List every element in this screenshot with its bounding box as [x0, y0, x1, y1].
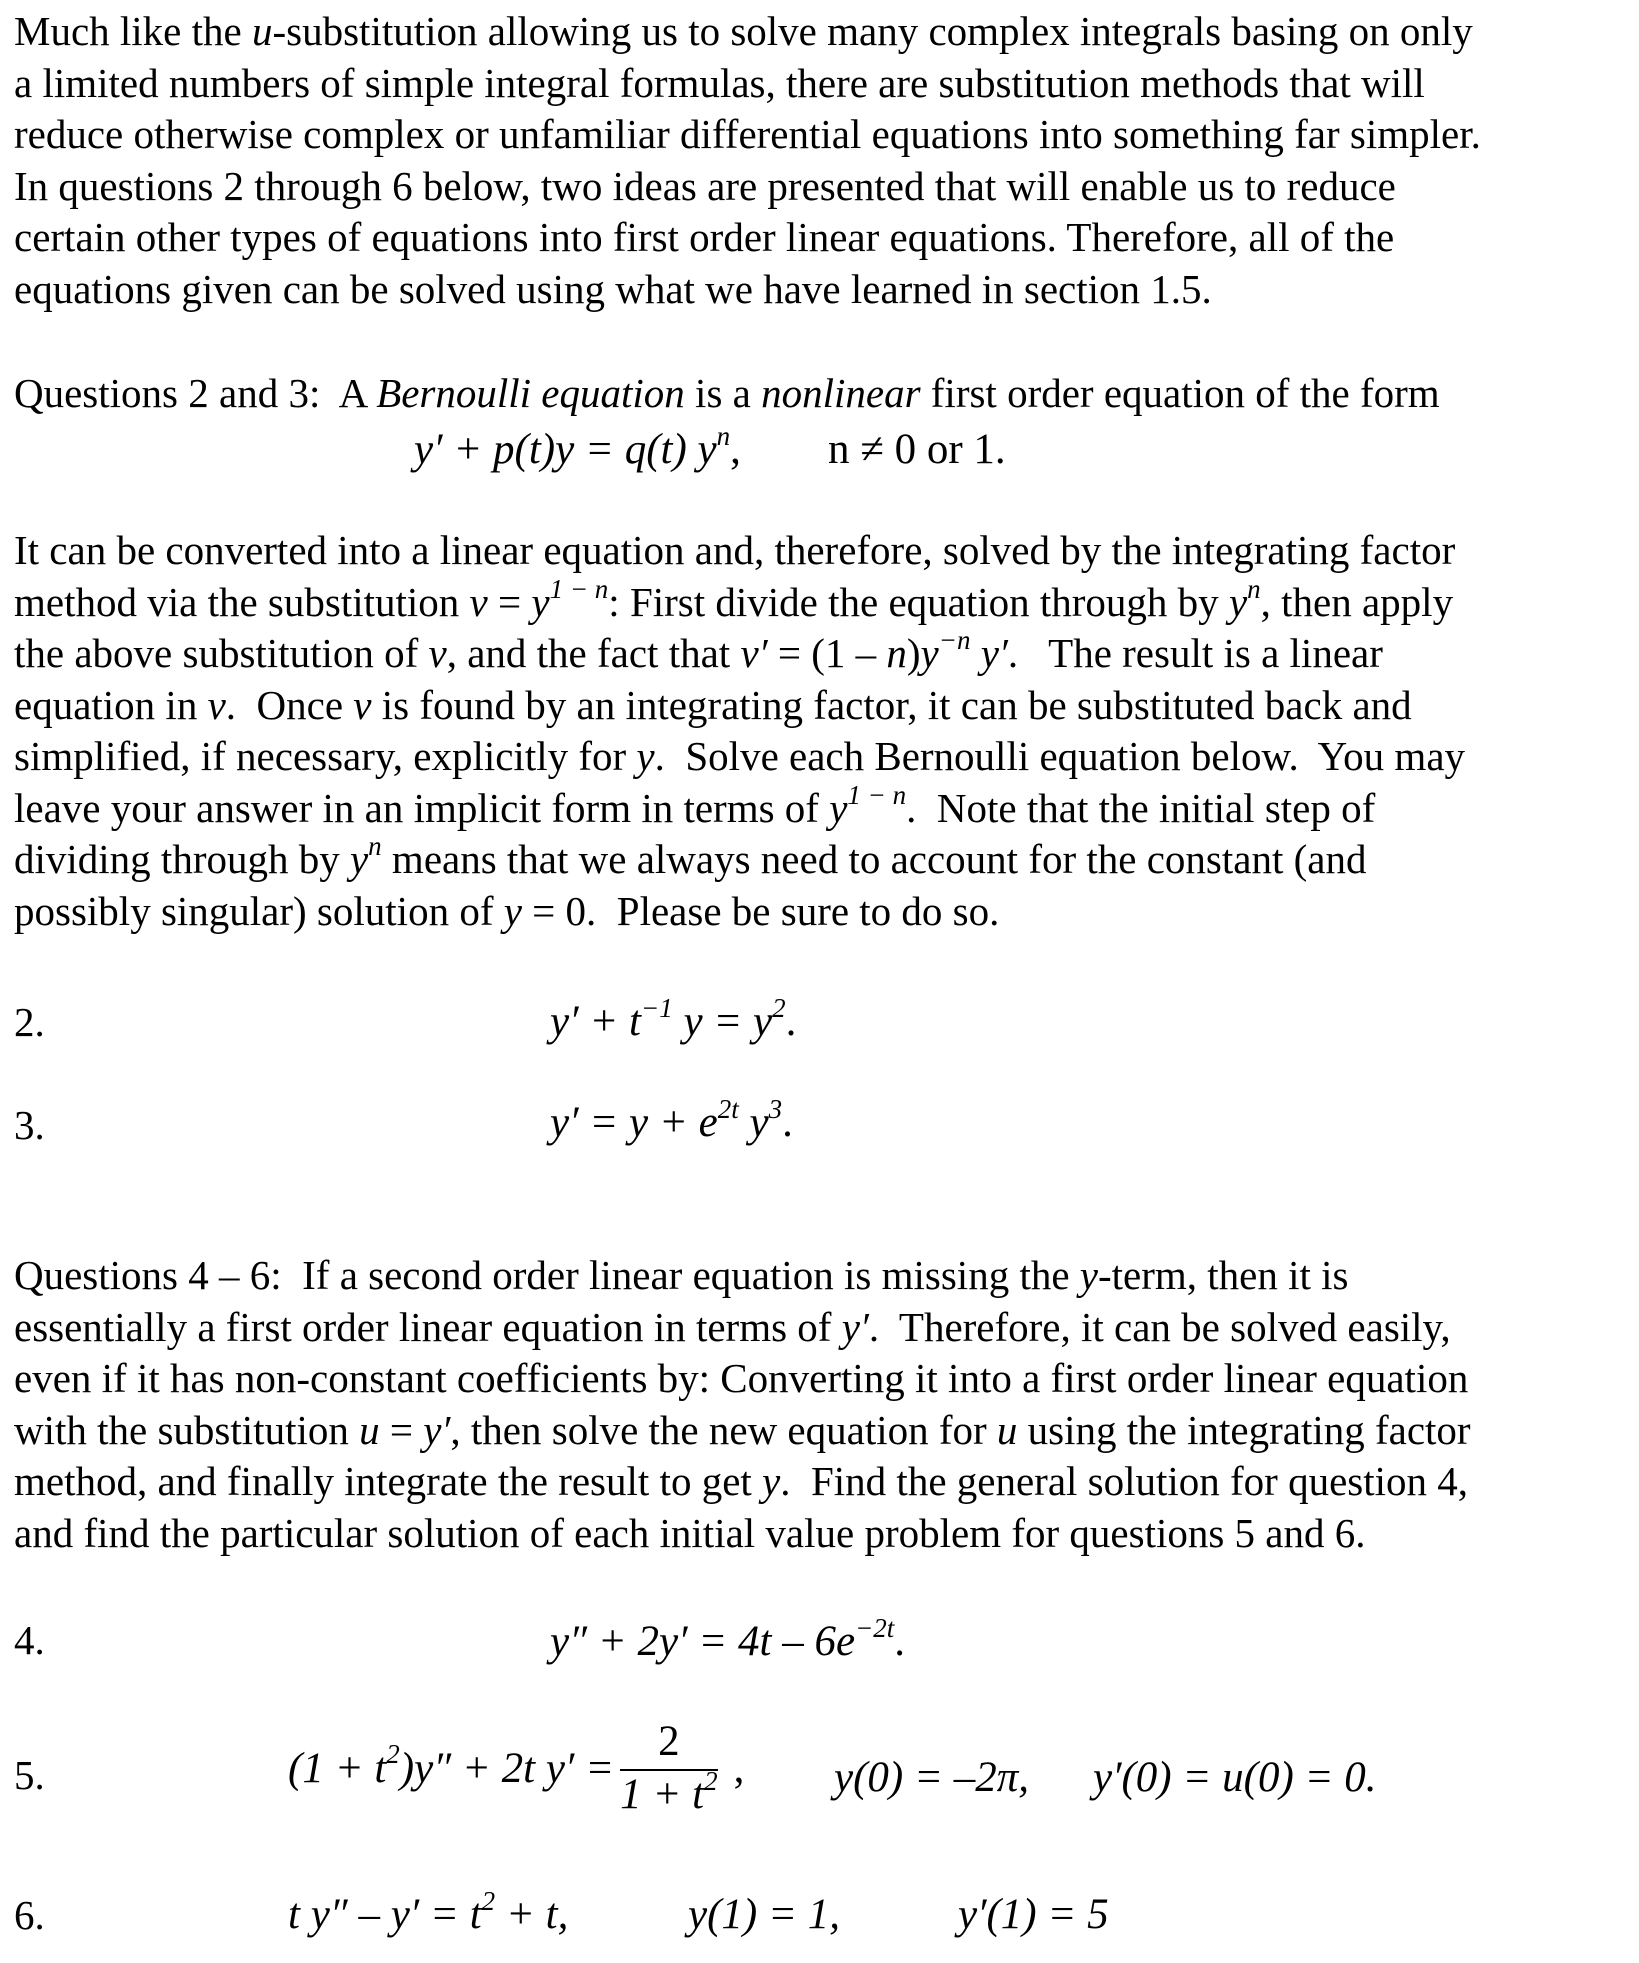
- problem-5-fraction: $\frac{2}{1 + t^2}$: [620, 1718, 718, 1818]
- problem-2-number: 2.: [14, 999, 45, 1045]
- bernoulli-form-equation: y′ + p(t)y = q(t) $y^n$,: [414, 420, 741, 473]
- bernoulli-form-condition: n ≠ 0 or 1.: [828, 426, 1006, 473]
- problem-4-number: 4.: [14, 1617, 45, 1663]
- method-paragraph: It can be converted into a linear equation and, therefore, solved by the integrating factor method via the substitution $v = y^{1 - n}$: First divide the equation through by $y^n$, then apply the above substitution of v, and the fact that $v' = (1 - n)y^{-n}$ y′. The result is a linear equation in v. Once v is found by an integrating factor, it can be substituted back and simplified, if necessary, explicitly for y. Solve each Bernoulli equation below. You may leave your answer in an implicit form in terms of $y^{1 - n}$. Note that the initial step of dividing through by $y^n$ means that we always need to account for the constant (and possibly singular) solution of y = 0. Please be sure to do so.: [14, 527, 1466, 934]
- problem-6-number: 6.: [14, 1892, 45, 1938]
- problem-6-equation: t $y'' - y' = t^2 + t$,: [288, 1885, 569, 1938]
- problem-3-number: 3.: [14, 1102, 45, 1148]
- problem-5-ic1: y(0) = –2π,: [834, 1754, 1030, 1801]
- intro-line-1: Much like the u-substitution allowing us to solve many complex integrals basing on only: [14, 8, 1473, 54]
- problem-5-equation: $(1 + t^2)y'' + 2t$ y′ = $\frac{2}{1 + t^2}$ ,: [288, 1718, 745, 1818]
- intro-line-3: reduce otherwise complex or unfamiliar differential equations into something far simpler.: [14, 111, 1481, 157]
- problem-5-ic2: y′(0) = u(0) = 0.: [1093, 1754, 1377, 1801]
- problem-6-ic2: y′(1) = 5: [958, 1891, 1109, 1938]
- intro-paragraph: [14, 6, 1632, 315]
- problem-6-ic1: y(1) = 1,: [688, 1891, 840, 1938]
- problem-3-equation: $y' = y + e^{2t}$ $y^3$.: [550, 1093, 793, 1146]
- second-order-paragraph: Questions 4 – 6: If a second order linear equation is missing the y-term, then it is essentially a first order linear equation in terms of y′. Therefore, it can be solved easily, even if it has non-constant coefficients by: Converting it into a first order linear equation with the substitution u = y′, then solve the new equation for u using the integrating factor method, and finally integrate the result to get y. Find the general solution for question 4, and find the particular solution of each initial value problem for questions 5 and 6.: [14, 1252, 1471, 1556]
- intro-line-2: a limited numbers of simple integral formulas, there are substitution methods that will: [14, 59, 1425, 106]
- problem-5-number: 5.: [14, 1752, 45, 1798]
- intro-line-4: In questions 2 through 6 below, two ideas are presented that will enable us to reduce: [14, 162, 1396, 209]
- problem-4-equation: $y'' + 2y' = 4t - 6e^{-2t}$.: [550, 1612, 906, 1665]
- problem-2-equation: $y' + t^{-1}$ $y = y^2$.: [550, 992, 797, 1045]
- bernoulli-heading: Questions 2 and 3: A Bernoulli equation is a nonlinear first order equation of the form: [14, 370, 1440, 416]
- intro-line-6: equations given can be solved using what we have learned in section 1.5.: [14, 265, 1212, 312]
- intro-line-5: certain other types of equations into first order linear equations. Therefore, all of the: [14, 214, 1395, 260]
